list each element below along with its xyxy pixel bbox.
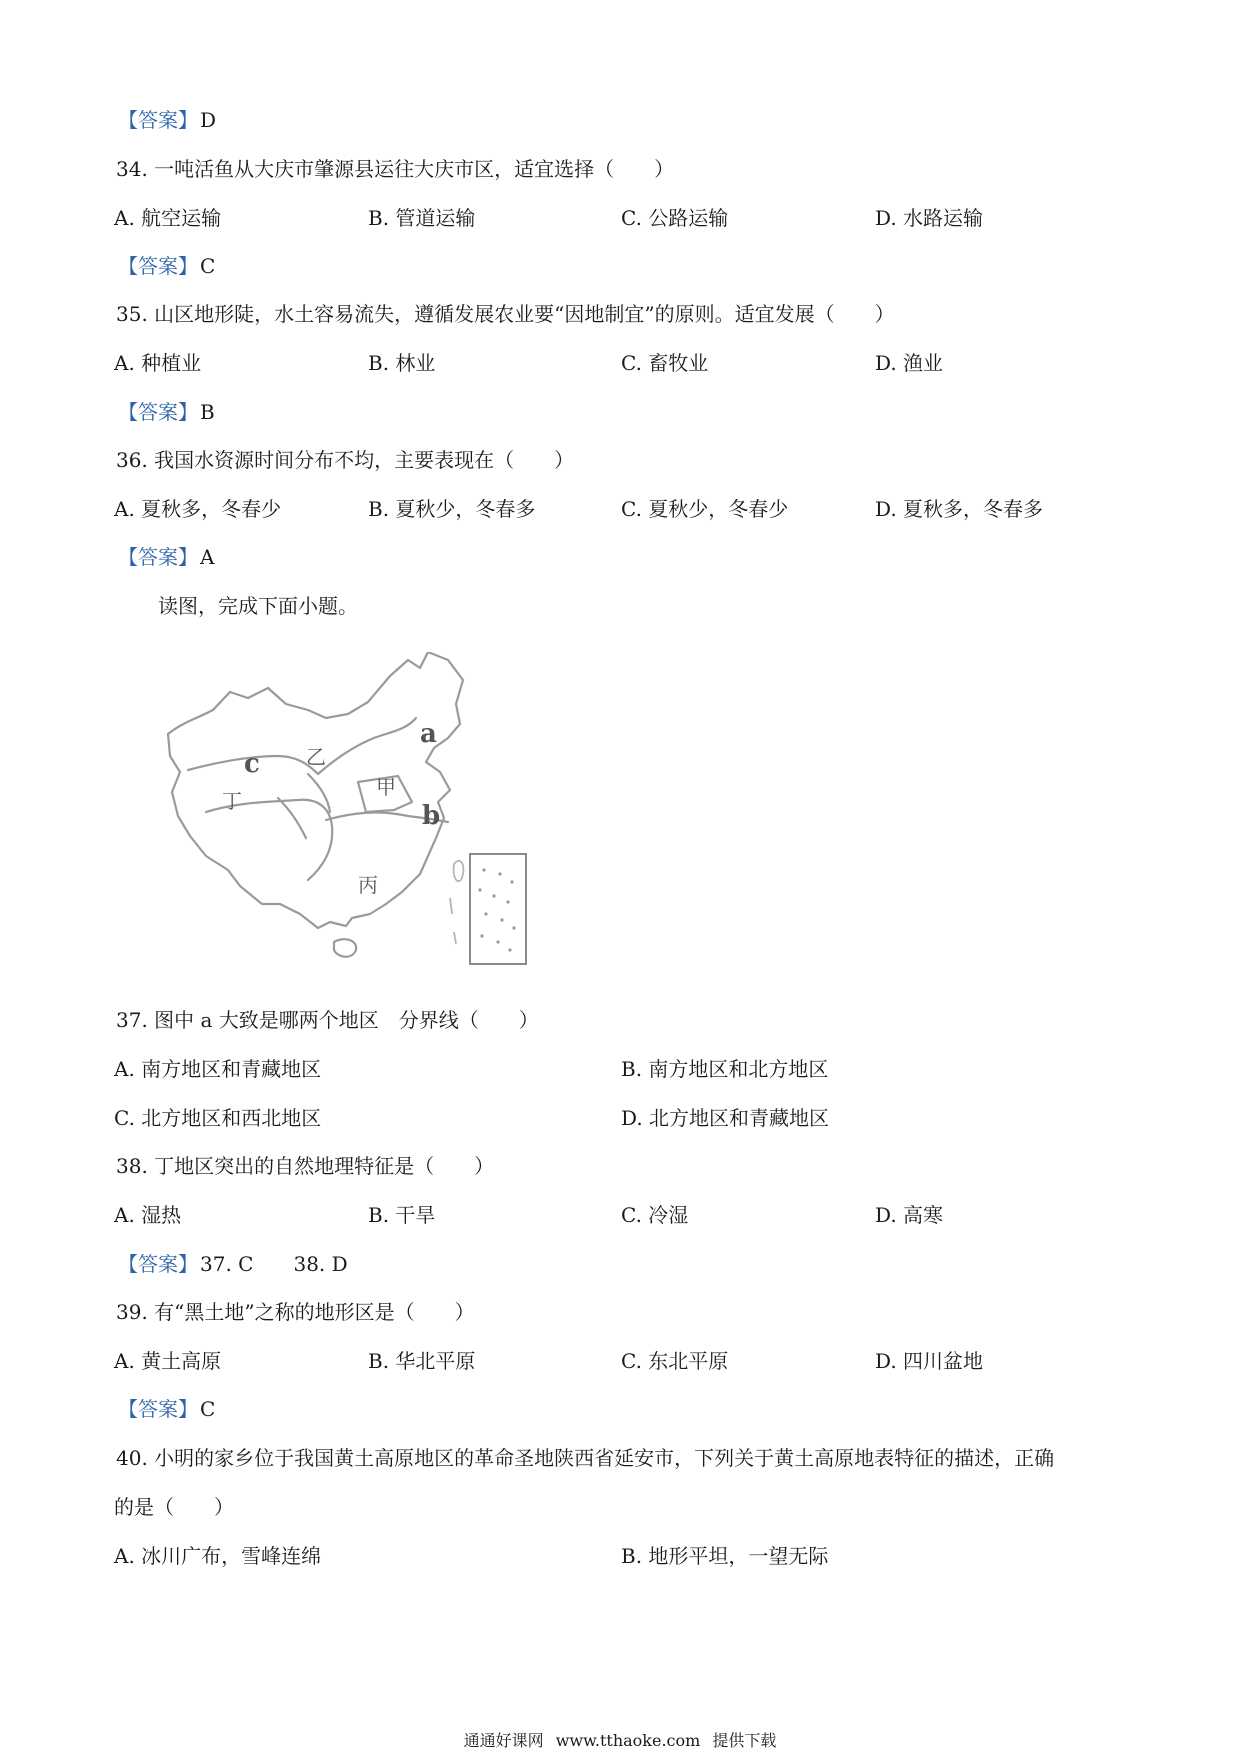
- answer-tag: 【答案】: [118, 1252, 198, 1276]
- answer-34: [118, 254, 215, 278]
- china-region-map: [158, 652, 558, 974]
- q40-option-a: A. 冰川广布，雪峰连绵: [114, 1544, 322, 1568]
- q35-option-c: C. 畜牧业: [621, 351, 709, 375]
- q36-option-c: C. 夏秋少，冬春少: [621, 497, 789, 521]
- q38-option-a: A. 湿热: [114, 1203, 182, 1227]
- q37-option-c: C. 北方地区和西北地区: [114, 1106, 322, 1130]
- map-intro: 读图，完成下面小题。: [158, 594, 358, 618]
- q39-option-c: C. 东北平原: [621, 1349, 729, 1373]
- question-36: 36. 我国水资源时间分布不均，主要表现在（ ）: [116, 448, 575, 472]
- answer-tag: 【答案】: [118, 400, 198, 424]
- question-40-line-1: 40. 小明的家乡位于我国黄土高原地区的革命圣地陕西省延安市，下列关于黄土高原地表特征的描述，正确: [116, 1446, 1055, 1470]
- q39-option-b: B. 华北平原: [368, 1349, 476, 1373]
- answer-39: [118, 1397, 215, 1421]
- question-37: 37. 图中 a 大致是哪两个地区 分界线（ ）: [116, 1008, 539, 1032]
- footer-url[interactable]: www.tthaoke.com: [555, 1731, 701, 1750]
- question-39: 39. 有“黑土地”之称的地形区是（ ）: [116, 1300, 475, 1324]
- answer-value: C: [200, 1397, 216, 1421]
- q38-option-c: C. 冷湿: [621, 1203, 689, 1227]
- answer-33: [118, 108, 216, 132]
- map-label-b: b: [422, 801, 441, 831]
- q34-option-d: D. 水路运输: [875, 206, 984, 230]
- china-outline: [168, 652, 463, 928]
- question-38: 38. 丁地区突出的自然地理特征是（ ）: [116, 1154, 495, 1178]
- question-34: 34. 一吨活鱼从大庆市肇源县运往大庆市区，适宜选择（ ）: [116, 157, 675, 181]
- south-china-sea-inset: [470, 854, 526, 964]
- taiwan-island: [454, 861, 464, 881]
- q35-option-a: A. 种植业: [114, 351, 202, 375]
- q37-option-a: A. 南方地区和青藏地区: [114, 1057, 322, 1081]
- answer-tag: 【答案】: [118, 545, 198, 569]
- page-footer: [0, 1728, 1240, 1751]
- answer-value: D: [200, 108, 217, 132]
- question-40-line-2: 的是（ ）: [114, 1495, 234, 1519]
- answer-35: [118, 400, 215, 424]
- answer-tag: 【答案】: [118, 1397, 198, 1421]
- q38-option-b: B. 干旱: [368, 1203, 436, 1227]
- q34-option-b: B. 管道运输: [368, 206, 476, 230]
- answer-tag: 【答案】: [118, 108, 198, 132]
- line-a: [318, 718, 416, 774]
- q34-option-a: A. 航空运输: [114, 206, 222, 230]
- answer-value: C: [200, 254, 216, 278]
- map-label-a: a: [420, 719, 437, 749]
- question-35: 35. 山区地形陡，水土容易流失，遵循发展农业要“因地制宜”的原则。适宜发展（ ）: [116, 302, 895, 326]
- answer-36: [118, 545, 214, 569]
- answer-value-38: 38. D: [293, 1252, 348, 1276]
- q35-option-b: B. 林业: [368, 351, 436, 375]
- answer-value: A: [200, 545, 215, 569]
- answer-value-37: 37. C: [200, 1252, 254, 1276]
- q37-option-b: B. 南方地区和北方地区: [621, 1057, 829, 1081]
- q36-option-d: D. 夏秋多，冬春多: [875, 497, 1044, 521]
- answer-tag: 【答案】: [118, 254, 198, 278]
- q36-option-a: A. 夏秋多，冬春少: [114, 497, 282, 521]
- q34-option-c: C. 公路运输: [621, 206, 729, 230]
- map-label-c: c: [244, 749, 260, 779]
- q40-option-b: B. 地形平坦，一望无际: [621, 1544, 829, 1568]
- q37-option-d: D. 北方地区和青藏地区: [621, 1106, 830, 1130]
- q38-option-d: D. 高寒: [875, 1203, 944, 1227]
- q39-option-d: D. 四川盆地: [875, 1349, 984, 1373]
- footer-action: 提供下载: [712, 1731, 777, 1750]
- q36-option-b: B. 夏秋少，冬春多: [368, 497, 536, 521]
- map-label-yi: 乙: [306, 745, 326, 769]
- map-label-ding: 丁: [222, 789, 242, 813]
- map-label-bing: 丙: [358, 873, 378, 897]
- map-label-jia: 甲: [376, 775, 396, 799]
- answer-value: B: [200, 400, 215, 424]
- footer-site: 通通好课网: [463, 1731, 544, 1750]
- q39-option-a: A. 黄土高原: [114, 1349, 222, 1373]
- q35-option-d: D. 渔业: [875, 351, 944, 375]
- answer-37-38: [118, 1252, 348, 1276]
- hainan-island: [334, 939, 356, 957]
